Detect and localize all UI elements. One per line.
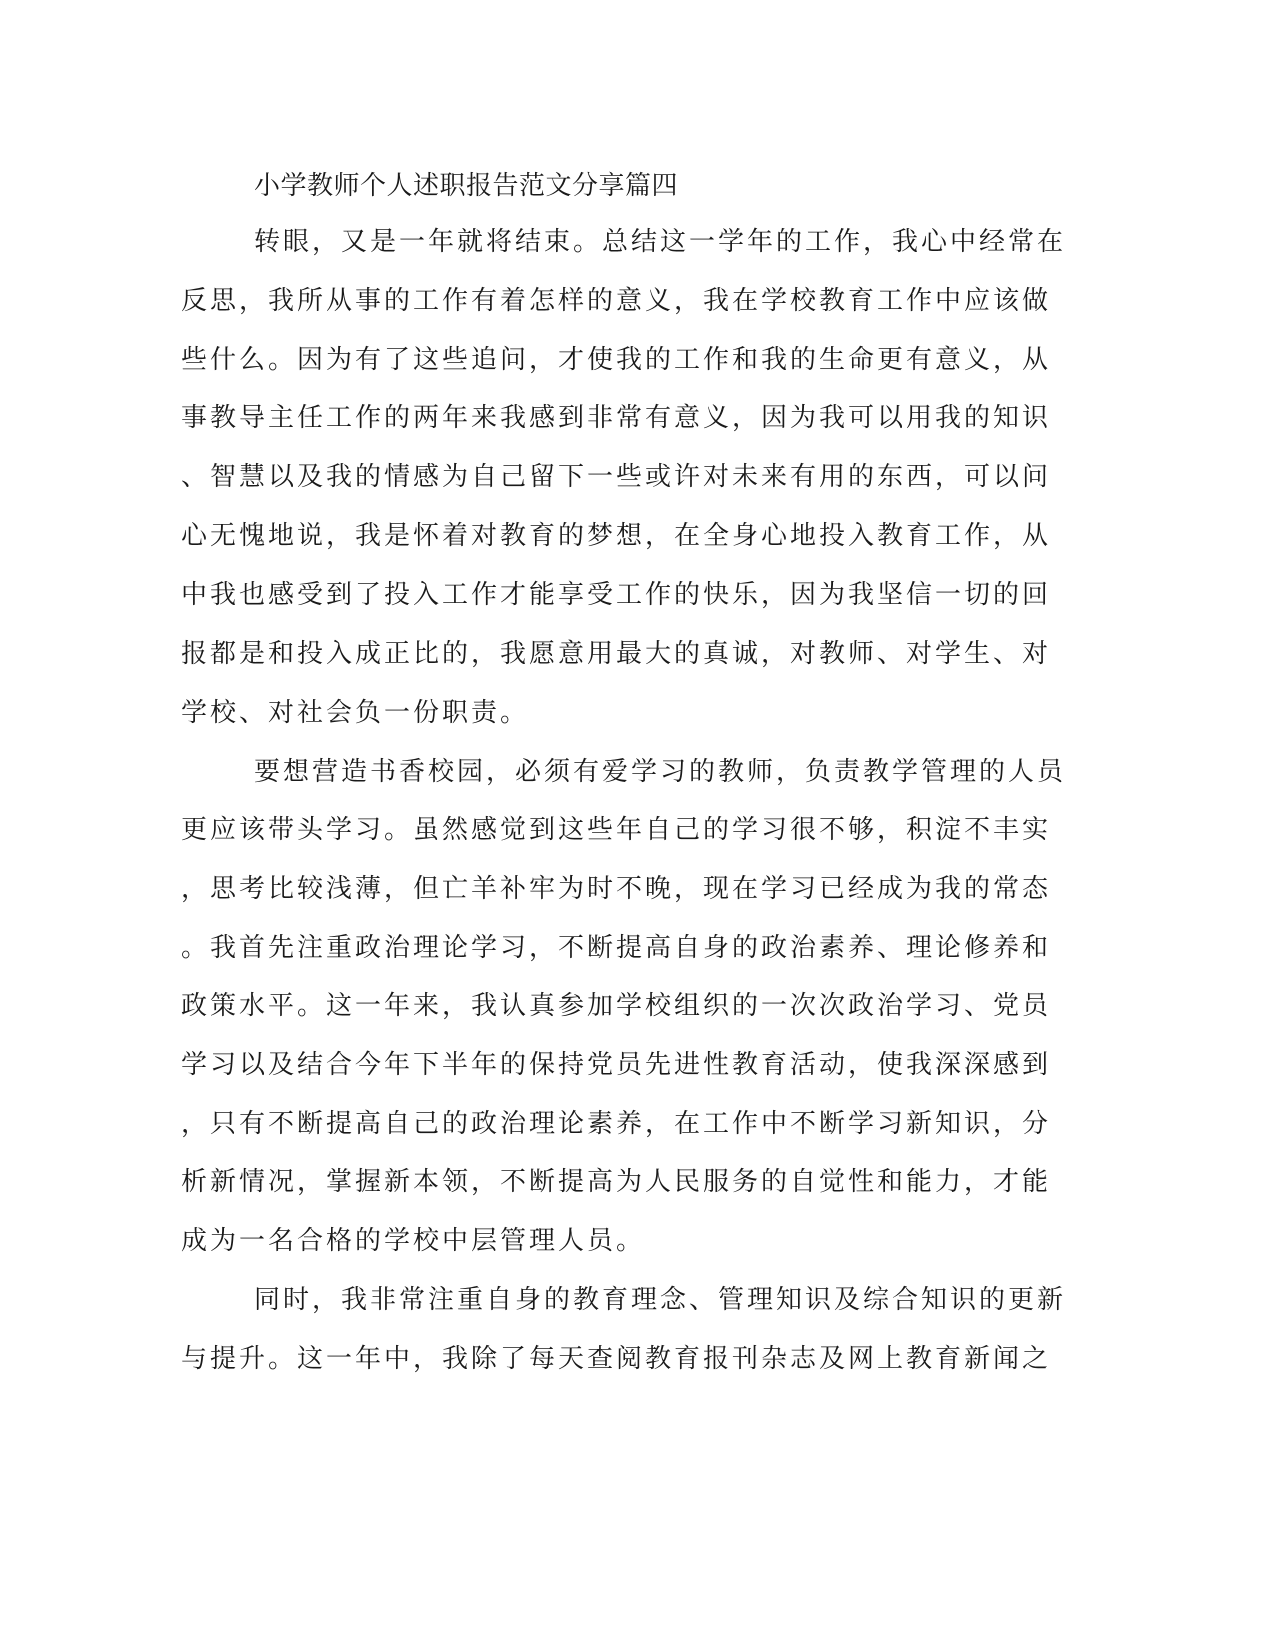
paragraph-line: 些什么。因为有了这些追问，才使我的工作和我的生命更有意义，从 bbox=[181, 345, 1052, 375]
paragraph-line: 。我首先注重政治理论学习，不断提高自身的政治素养、理论修养和 bbox=[181, 933, 1052, 963]
paragraph-line: 、智慧以及我的情感为自己留下一些或许对未来有用的东西，可以问 bbox=[181, 462, 1052, 492]
paragraph-line: 事教导主任工作的两年来我感到非常有意义，因为我可以用我的知识 bbox=[181, 403, 1052, 433]
paragraph-line: 同时，我非常注重自身的教育理念、管理知识及综合知识的更新 bbox=[254, 1285, 1067, 1315]
paragraph-line: 学校、对社会负一份职责。 bbox=[181, 698, 530, 728]
paragraph-line: 要想营造书香校园，必须有爱学习的教师，负责教学管理的人员 bbox=[254, 757, 1067, 787]
paragraph-line: ，思考比较浅薄，但亡羊补牢为时不晚，现在学习已经成为我的常态 bbox=[181, 874, 1052, 904]
document-title: 小学教师个人述职报告范文分享篇四 bbox=[254, 171, 679, 201]
paragraph-line: 心无愧地说，我是怀着对教育的梦想，在全身心地投入教育工作，从 bbox=[181, 521, 1052, 551]
paragraph-line: 析新情况，掌握新本领，不断提高为人民服务的自觉性和能力，才能 bbox=[181, 1167, 1052, 1197]
paragraph-line: 更应该带头学习。虽然感觉到这些年自己的学习很不够，积淀不丰实 bbox=[181, 815, 1052, 845]
paragraph-line: 政策水平。这一年来，我认真参加学校组织的一次次政治学习、党员 bbox=[181, 991, 1052, 1021]
paragraph-line: 学习以及结合今年下半年的保持党员先进性教育活动，使我深深感到 bbox=[181, 1050, 1052, 1080]
paragraph-line: 报都是和投入成正比的，我愿意用最大的真诚，对教师、对学生、对 bbox=[181, 639, 1052, 669]
paragraph-line: ，只有不断提高自己的政治理论素养，在工作中不断学习新知识，分 bbox=[181, 1109, 1052, 1139]
paragraph-line: 转眼，又是一年就将结束。总结这一学年的工作，我心中经常在 bbox=[254, 227, 1067, 257]
paragraph-line: 与提升。这一年中，我除了每天查阅教育报刊杂志及网上教育新闻之 bbox=[181, 1344, 1052, 1374]
paragraph-line: 中我也感受到了投入工作才能享受工作的快乐，因为我坚信一切的回 bbox=[181, 580, 1052, 610]
paragraph-line: 反思，我所从事的工作有着怎样的意义，我在学校教育工作中应该做 bbox=[181, 286, 1052, 316]
paragraph-line: 成为一名合格的学校中层管理人员。 bbox=[181, 1226, 646, 1256]
